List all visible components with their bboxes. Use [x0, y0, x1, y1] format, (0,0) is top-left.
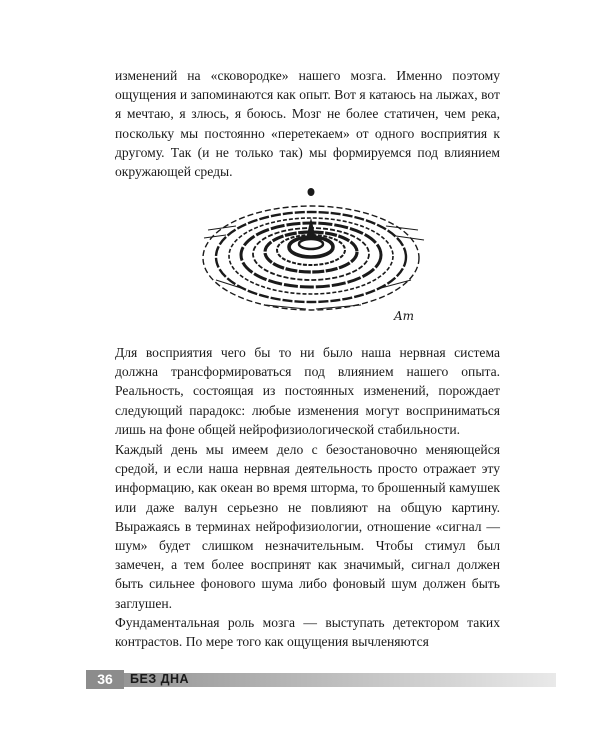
paragraph-1: изменений на «сковородке» нашего мозга. Именно поэтому ощущения и запоминаются как опыт. Вот я катаюсь на лыжах, вот я мечтаю, я злюсь, я боюсь. Мозг не более статичен, чем река, поскольку мы постоянно «перетекаем» от одного восприятия к другому. Так (и не только так) мы формируемся под влиянием окружающей среды. [115, 68, 500, 180]
water-drop-illustration [196, 180, 436, 330]
artist-signature: Am [394, 309, 415, 323]
ripple-rings [203, 206, 419, 310]
falling-drop [308, 188, 315, 196]
page-number: 36 [86, 670, 124, 689]
paragraph-4: Фундаментальная роль мозга — выступать детектором таких контрастов. По мере того как ощущения вычленяются [115, 615, 500, 650]
paragraph-3: Каждый день мы имеем дело с безостановочно меняющейся средой, и если наша нервная деятельность просто отражает эту информацию, как океан во время шторма, то брошенный камушек или даже валун серьезно не повлияют на общую картину. Выражаясь в терминах нейрофизиологии, отношение «сигнал — шум» будет слишком незначительным. Чтобы стимул был замечен, а тем более воспринят как значимый, сигнал должен быть сильнее фонового шума либо фоновый шум должен быть заглушен. [115, 442, 500, 611]
running-title: БЕЗ ДНА [130, 672, 190, 686]
paragraph-2: Для восприятия чего бы то ни было наша нервная система должна трансформироваться под влиянием нашего опыта. Реальность, состоящая из постоянных изменений, порождает следующий парадокс: любые изменения могут восприниматься лишь на фоне общей нейрофизиологической стабильности. [115, 345, 500, 437]
